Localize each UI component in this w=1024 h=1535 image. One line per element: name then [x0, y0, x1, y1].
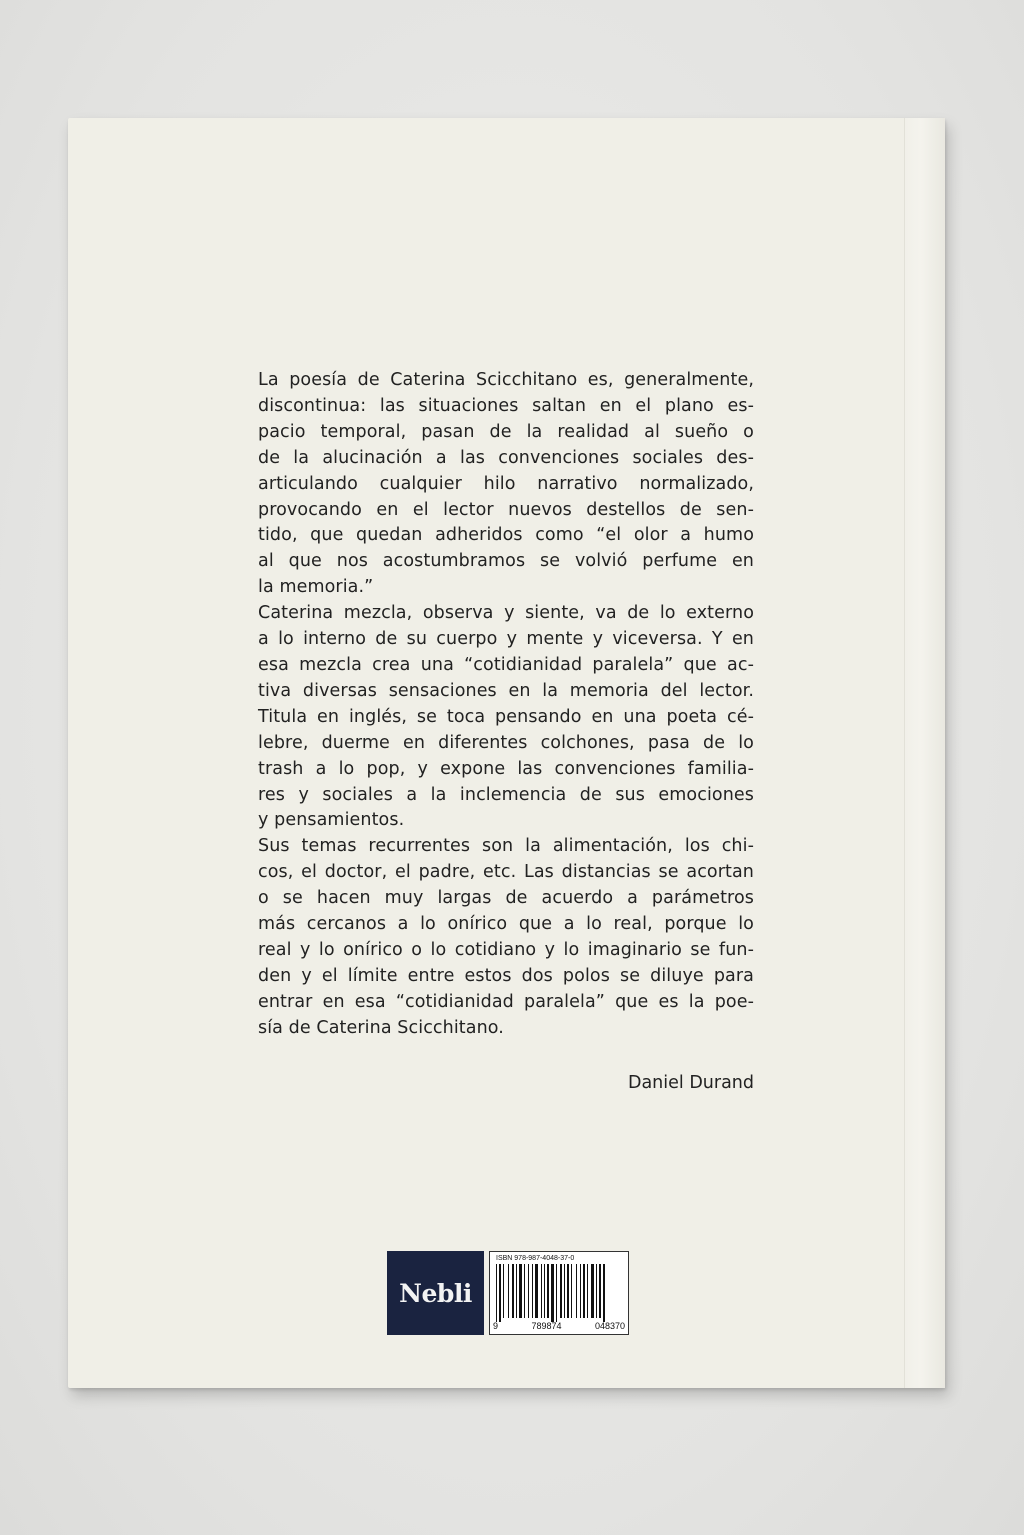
- blurb-line: Caterina mezcla, observa y siente, va de lo externo: [258, 603, 754, 624]
- blurb-line: res y sociales a la inclemencia de sus emociones: [258, 784, 754, 805]
- blurb-line: cos, el doctor, el padre, etc. Las distancias se acortan: [258, 862, 754, 883]
- blurb-line: pacio temporal, pasan de la realidad al sueño o: [258, 421, 754, 442]
- blurb-line: o se hacen muy largas de acuerdo a parámetros: [258, 888, 754, 909]
- page-edges: [904, 118, 945, 1388]
- blurb-line: provocando en el lector nuevos destellos de sen-: [258, 499, 754, 520]
- blurb-line: den y el límite entre estos dos polos se diluye para: [258, 965, 754, 986]
- barcode-icon: [494, 1264, 626, 1322]
- publisher-logo-text: Nebli: [399, 1278, 472, 1308]
- blurb-line: real y lo onírico o lo cotidiano y lo imaginario se fun-: [258, 939, 754, 960]
- book-back-cover: [68, 118, 945, 1388]
- barcode-digit-group: 048370: [594, 1321, 625, 1331]
- blurb-line: sía de Caterina Scicchitano.: [258, 1017, 504, 1038]
- isbn-label: ISBN 978-987-4048-37-0: [496, 1255, 575, 1262]
- blurb-line: al que nos acostumbramos se volvió perfume en: [258, 551, 754, 572]
- barcode-digit-group: 789874: [531, 1321, 562, 1331]
- blurb-line: Sus temas recurrentes son la alimentación, los chi-: [258, 836, 754, 857]
- blurb-line: tido, que quedan adheridos como “el olor a humo: [258, 525, 754, 546]
- blurb-line: más cercanos a lo onírico que a lo real, porque lo: [258, 914, 754, 935]
- blurb-line: la memoria.”: [258, 577, 374, 598]
- blurb-line: lebre, duerme en diferentes colchones, pasa de lo: [258, 732, 754, 753]
- barcode-digits: [493, 1321, 625, 1331]
- blurb-line: esa mezcla crea una “cotidianidad paralela” que ac-: [258, 654, 754, 675]
- blurb-text: [258, 368, 754, 1042]
- blurb-line: de la alucinación a las convenciones sociales des-: [258, 447, 754, 468]
- publisher-logo: [387, 1251, 484, 1335]
- blurb-line: a lo interno de su cuerpo y mente y viceversa. Y en: [258, 629, 754, 650]
- blurb-line: Titula en inglés, se toca pensando en una poeta cé-: [258, 706, 754, 727]
- author-signature: Daniel Durand: [627, 1073, 754, 1093]
- blurb-line: y pensamientos.: [258, 810, 405, 831]
- blurb-line: trash a lo pop, y expone las convenciones familia-: [258, 758, 754, 779]
- blurb-line: articulando cualquier hilo narrativo normalizado,: [258, 473, 754, 494]
- isbn-barcode: [489, 1251, 629, 1335]
- blurb-line: tiva diversas sensaciones en la memoria del lector.: [258, 680, 754, 701]
- blurb-line: discontinua: las situaciones saltan en el plano es-: [258, 395, 754, 416]
- blurb-line: La poesía de Caterina Scicchitano es, generalmente,: [258, 370, 754, 390]
- barcode-digit-group: 9: [493, 1321, 499, 1331]
- blurb-line: entrar en esa “cotidianidad paralela” que es la poe-: [258, 991, 754, 1012]
